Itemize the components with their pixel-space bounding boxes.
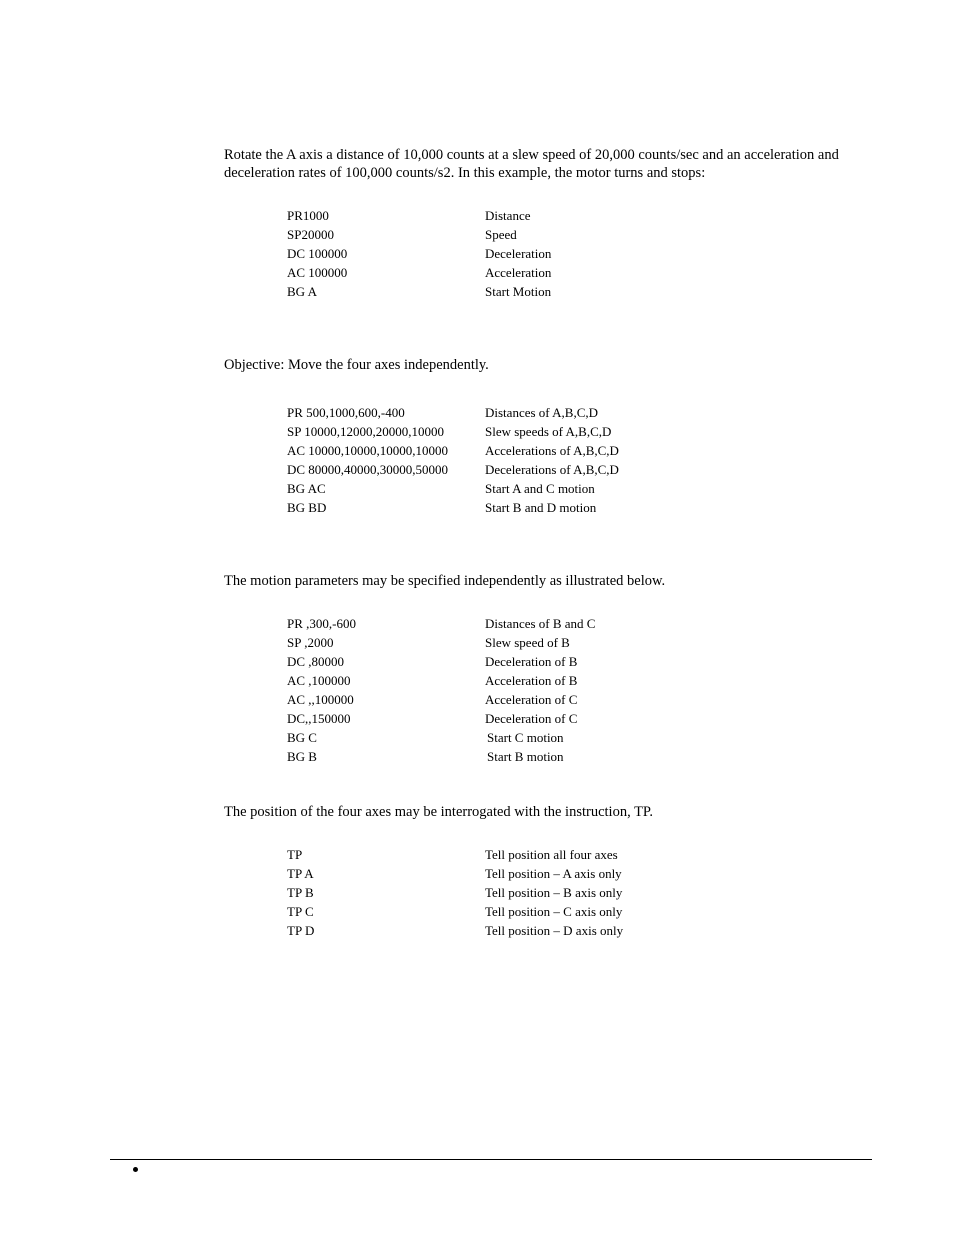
command-description: Tell position – B axis only — [485, 885, 623, 900]
command-description: Start Motion — [485, 284, 552, 299]
command-description: Tell position – D axis only — [485, 923, 624, 938]
command-code: PR ,300,-600 — [287, 616, 356, 631]
command-description: Tell position all four axes — [485, 847, 618, 862]
command-code: BG AC — [287, 481, 326, 496]
command-description: Accelerations of A,B,C,D — [485, 443, 619, 458]
intro-paragraph: Rotate the A axis a distance of 10,000 counts at a slew speed of 20,000 counts/sec and an acceleration and deceleration rates of 100,000 counts/s2. In this example, the motor turns and stops: — [224, 147, 839, 181]
command-description: Decelerations of A,B,C,D — [485, 462, 619, 477]
command-description: Start C motion — [487, 730, 564, 745]
command-code: TP B — [287, 885, 314, 900]
command-code: BG BD — [287, 500, 327, 515]
motion-parameters-paragraph: The motion parameters may be specified independently as illustrated below. — [224, 573, 666, 589]
command-description: Acceleration of C — [485, 692, 578, 707]
command-description: Deceleration of B — [485, 654, 578, 669]
footer-bullet-icon — [133, 1167, 138, 1172]
command-description: Distances of A,B,C,D — [485, 405, 599, 420]
command-code: SP20000 — [287, 227, 334, 242]
command-description: Deceleration of C — [485, 711, 578, 726]
command-code: BG C — [287, 730, 317, 745]
command-description: Tell position – A axis only — [485, 866, 622, 881]
command-code: DC 100000 — [287, 246, 348, 261]
command-description: Speed — [485, 227, 517, 242]
footer-divider — [110, 1159, 872, 1160]
command-code: BG B — [287, 749, 317, 764]
command-description: Distance — [485, 208, 531, 223]
command-code: TP D — [287, 923, 315, 938]
tell-position-paragraph: The position of the four axes may be interrogated with the instruction, TP. — [224, 804, 654, 820]
objective-paragraph: Objective: Move the four axes independently. — [224, 357, 489, 373]
command-code: BG A — [287, 284, 317, 299]
command-code: SP 10000,12000,20000,10000 — [287, 424, 444, 439]
command-description: Slew speed of B — [485, 635, 570, 650]
command-description: Acceleration of B — [485, 673, 578, 688]
command-code: AC ,,100000 — [287, 692, 354, 707]
command-description: Acceleration — [485, 265, 552, 280]
command-code: SP ,2000 — [287, 635, 334, 650]
command-code: AC 10000,10000,10000,10000 — [287, 443, 449, 458]
command-code: DC ,80000 — [287, 654, 345, 669]
command-description: Start B and D motion — [485, 500, 597, 515]
command-code: PR 500,1000,600,-400 — [287, 405, 405, 420]
command-code: TP — [287, 847, 303, 862]
command-code: TP C — [287, 904, 314, 919]
command-description: Tell position – C axis only — [485, 904, 623, 919]
command-description: Distances of B and C — [485, 616, 596, 631]
command-description: Deceleration — [485, 246, 552, 261]
command-code: TP A — [287, 866, 314, 881]
command-code: DC,,150000 — [287, 711, 351, 726]
command-code: AC ,100000 — [287, 673, 351, 688]
command-code: DC 80000,40000,30000,50000 — [287, 462, 449, 477]
command-description: Slew speeds of A,B,C,D — [485, 424, 612, 439]
command-description: Start A and C motion — [485, 481, 595, 496]
command-description: Start B motion — [487, 749, 564, 764]
command-code: PR1000 — [287, 208, 329, 223]
command-code: AC 100000 — [287, 265, 348, 280]
